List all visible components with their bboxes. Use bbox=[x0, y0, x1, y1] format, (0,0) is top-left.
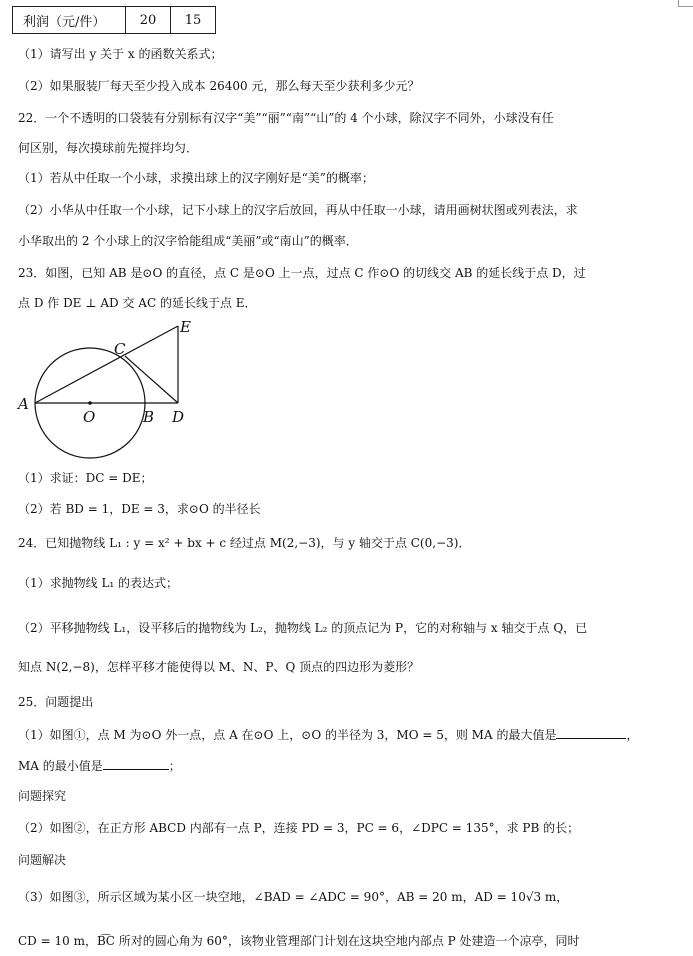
label-b: B bbox=[143, 408, 155, 426]
q25-part1-min-end: ； bbox=[168, 759, 181, 773]
label-a: A bbox=[18, 395, 29, 413]
q22-part2-line1: （2）小华从中任取一个小球，记下小球上的汉字后放回，再从中任取一小球，请用画树状图或列表法，求 bbox=[18, 203, 578, 217]
q23-stem-line2: 点 D 作 DE ⊥ AD 交 AC 的延长线于点 E． bbox=[18, 296, 257, 310]
q25-part1-line1 bbox=[18, 727, 638, 743]
center-dot bbox=[88, 401, 92, 405]
q25-part2: （2）如图②，在正方形 ABCD 内部有一点 P，连接 PD = 3，PC = 6，∠DPC = 135°，求 PB 的长； bbox=[18, 821, 580, 835]
page-corner-mark bbox=[678, 0, 693, 7]
table-header-cell: 利润（元/件） bbox=[13, 7, 126, 34]
answer-blank-min[interactable] bbox=[103, 758, 169, 770]
table-row bbox=[13, 7, 216, 34]
table-cell-value-1: 20 bbox=[126, 7, 171, 34]
q24-stem: 24．已知抛物线 L₁ : y = x² + bx + c 经过点 M(2,−3)，与 y 轴交于点 C(0,−3)． bbox=[18, 536, 471, 550]
label-e: E bbox=[180, 318, 191, 336]
q22-stem-line1: 22．一个不透明的口袋装有分别标有汉字“美”“丽”“南”“山”的 4 个小球，除汉字不同外，小球没有任 bbox=[18, 111, 554, 125]
q25-part3-line1: （3）如图③，所示区域为某小区一块空地，∠BAD = ∠ADC = 90°，AB = 20 m，AD = 10√3 m， bbox=[18, 890, 569, 904]
q25-part1-min-text: MA 的最小值是 bbox=[18, 759, 103, 773]
label-o: O bbox=[83, 408, 96, 426]
label-d: D bbox=[172, 408, 185, 426]
q25-section-solve: 问题解决 bbox=[18, 853, 67, 867]
q23-part2: （2）若 BD = 1，DE = 3，求⊙O 的半径长 bbox=[18, 502, 261, 516]
q25-section-explore: 问题探究 bbox=[18, 789, 67, 803]
q25-heading: 25．问题提出 bbox=[18, 695, 94, 709]
profit-table bbox=[12, 6, 216, 34]
q24-part2-line2: 知点 N(2,−8)，怎样平移才能使得以 M、N、P、Q 顶点的四边形为菱形？ bbox=[18, 660, 420, 674]
q24-part2-line1: （2）平移抛物线 L₁，设平移后的抛物线为 L₂，抛物线 L₂ 的顶点记为 P，它的对称轴与 x 轴交于点 Q，已 bbox=[18, 621, 588, 635]
q21-part1: （1）请写出 y 关于 x 的函数关系式； bbox=[18, 47, 223, 61]
q22-part1: （1）若从中任取一个小球，求摸出球上的汉字刚好是“美”的概率； bbox=[18, 171, 374, 185]
table-cell-value-2: 15 bbox=[171, 7, 216, 34]
q23-stem-line1: 23．如图，已知 AB 是⊙O 的直径，点 C 是⊙O 上一点，过点 C 作⊙O 的切线交 AB 的延长线于点 D，过 bbox=[18, 266, 586, 280]
q21-part2: （2）如果服装厂每天至少投入成本 26400 元，那么每天至少获利多少元？ bbox=[18, 79, 420, 93]
q23-part1: （1）求证：DC = DE； bbox=[18, 471, 153, 485]
label-c: C bbox=[114, 340, 126, 358]
circle-tangent-figure bbox=[14, 318, 194, 468]
q22-stem-line2: 何区别，每次摸球前先搅拌均匀． bbox=[18, 141, 199, 155]
q25-part1-line2 bbox=[18, 758, 181, 774]
q22-part2-line2: 小华取出的 2 个小球上的汉字恰能组成“美丽”或“南山”的概率． bbox=[18, 234, 358, 248]
q24-part1: （1）求抛物线 L₁ 的表达式； bbox=[18, 576, 179, 590]
q25-part1-end: ， bbox=[626, 728, 639, 742]
line-ae bbox=[35, 326, 178, 403]
tangent-line-cd bbox=[125, 356, 178, 403]
q25-part1-text: （1）如图①，点 M 为⊙O 外一点，点 A 在⊙O 上，⊙O 的半径为 3，MO = 5，则 MA 的最大值是 bbox=[18, 728, 557, 742]
q25-part3-line2: CD = 10 m，B͡C 所对的圆心角为 60°，该物业管理部门计划在这块空地内部点 P 处建造一个凉亭，同时 bbox=[18, 934, 580, 948]
answer-blank-max[interactable] bbox=[556, 727, 626, 739]
